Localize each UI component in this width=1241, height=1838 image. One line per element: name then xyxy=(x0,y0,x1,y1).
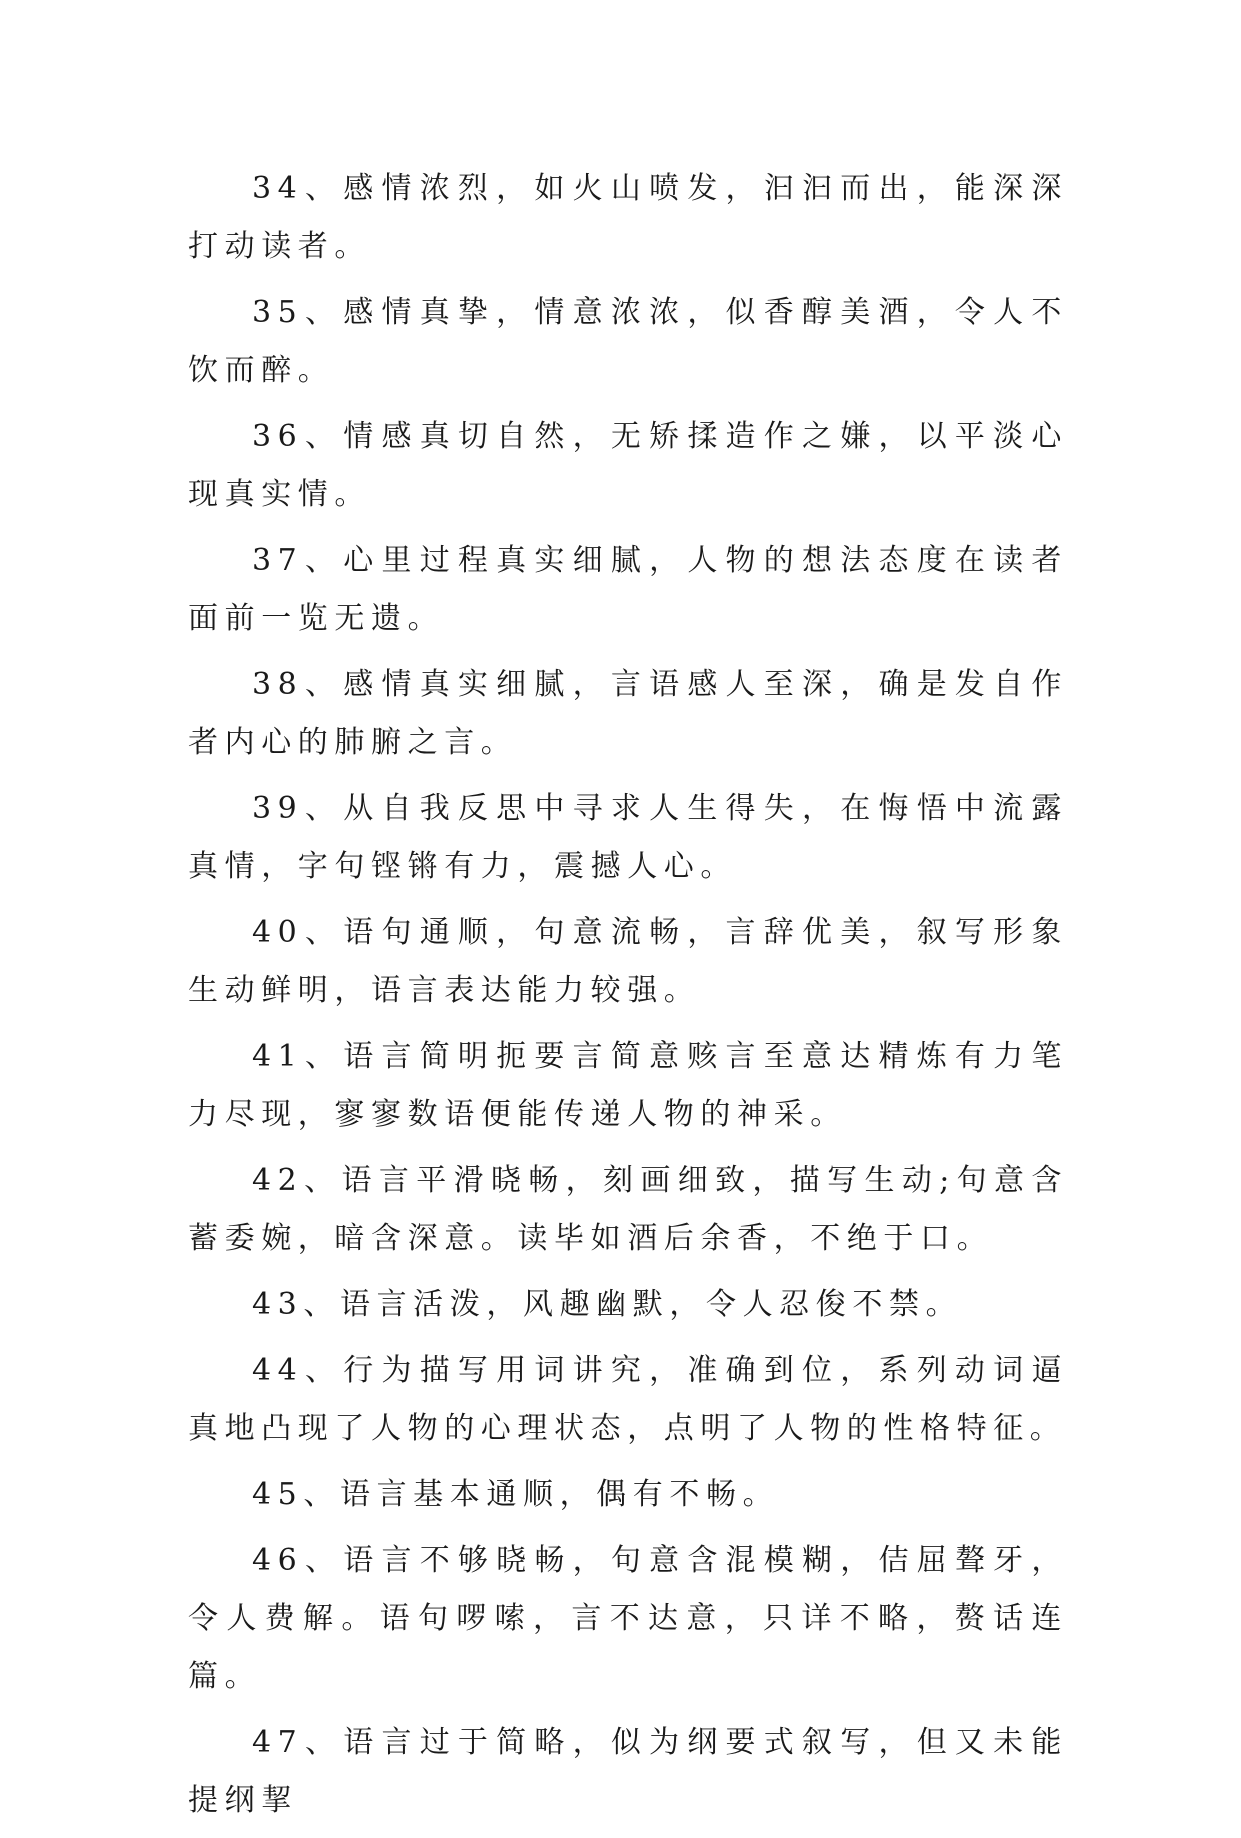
paragraph: 43、语言活泼，风趣幽默，令人忍俊不禁。 xyxy=(252,1287,963,1322)
document-body xyxy=(188,160,1068,1838)
paragraph: 47、语言过于简略，似为纲要式叙写，但又未能提纲挈 xyxy=(188,1725,1068,1818)
paragraph: 44、行为描写用词讲究，准确到位，系列动词逼真地凸现了人物的心理状态，点明了人物的性格特征。 xyxy=(188,1353,1068,1446)
paragraph: 41、语言简明扼要言简意赅言至意达精炼有力笔力尽现，寥寥数语便能传递人物的神采。 xyxy=(188,1039,1068,1132)
paragraph: 35、感情真挚，情意浓浓，似香醇美酒，令人不饮而醉。 xyxy=(188,295,1068,388)
paragraph: 39、从自我反思中寻求人生得失，在悔悟中流露真情，字句铿锵有力，震撼人心。 xyxy=(188,791,1068,884)
paragraph: 37、心里过程真实细腻，人物的想法态度在读者面前一览无遗。 xyxy=(188,543,1068,636)
paragraph: 45、语言基本通顺，偶有不畅。 xyxy=(252,1477,780,1512)
paragraph: 46、语言不够晓畅，句意含混模糊，佶屈聱牙，令人费解。语句啰嗦，言不达意，只详不略，赘话连篇。 xyxy=(188,1543,1068,1694)
paragraph: 36、情感真切自然，无矫揉造作之嫌，以平淡心现真实情。 xyxy=(188,419,1068,512)
paragraph: 42、语言平滑晓畅，刻画细致，描写生动;句意含蓄委婉，暗含深意。读毕如酒后余香，不绝于口。 xyxy=(188,1163,1068,1256)
paragraph: 34、感情浓烈，如火山喷发，汩汩而出，能深深打动读者。 xyxy=(188,171,1068,264)
paragraph: 38、感情真实细腻，言语感人至深，确是发自作者内心的肺腑之言。 xyxy=(188,667,1068,760)
paragraph: 40、语句通顺，句意流畅，言辞优美，叙写形象生动鲜明，语言表达能力较强。 xyxy=(188,915,1068,1008)
